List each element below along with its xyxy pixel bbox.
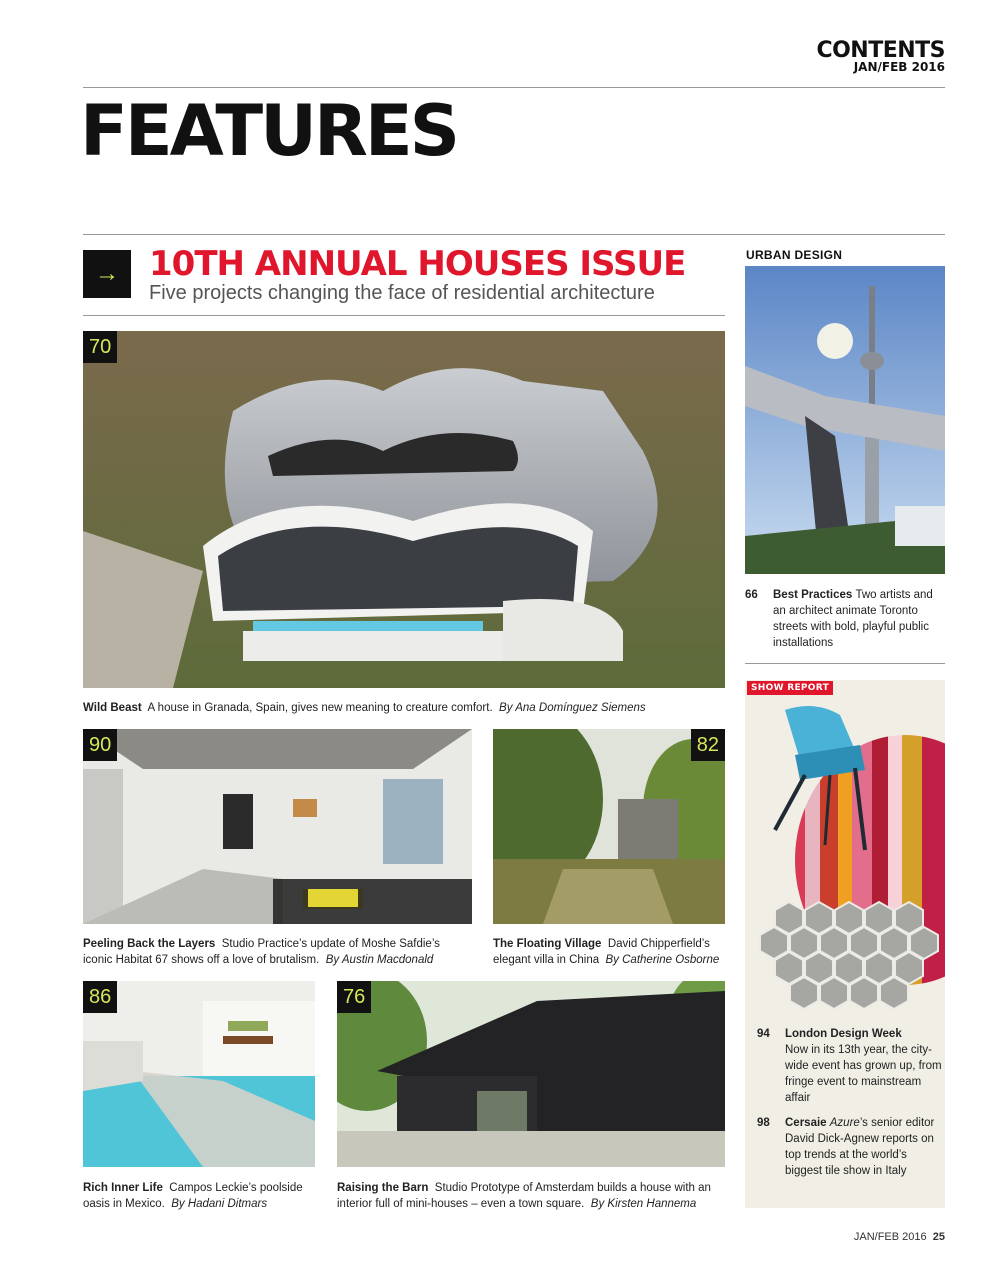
story-byline: By Catherine Osborne: [605, 954, 720, 966]
raising-the-barn-photo[interactable]: [337, 981, 725, 1167]
divider: [83, 315, 725, 316]
toc-page-number: 98: [757, 1117, 770, 1129]
toc-text: Two artists and an architect animate Toronto streets with bold, playful public installations: [773, 589, 933, 649]
divider: [83, 234, 945, 235]
story-text: David Chipperfield’s elegant villa in China: [493, 938, 710, 966]
story-title[interactable]: Rich Inner Life: [83, 1182, 163, 1194]
issue-title: 10TH ANNUAL HOUSES ISSUE: [149, 244, 686, 284]
toc-page-number: 66: [745, 589, 758, 601]
story-title[interactable]: The Floating Village: [493, 938, 602, 950]
story-byline: By Austin Macdonald: [325, 954, 434, 966]
toc-title: Cersaie: [785, 1117, 827, 1129]
story-byline: By Kirsten Hannema: [590, 1198, 697, 1210]
toc-text: ’s senior editor David Dick-Agnew reports on top trends at the world’s biggest tile show in Italy: [785, 1117, 935, 1177]
floating-village-photo[interactable]: [493, 729, 725, 924]
page-number-badge: 82: [691, 729, 725, 761]
story-caption: [83, 936, 472, 968]
toc-entry[interactable]: [757, 1026, 943, 1106]
story-text: A house in Granada, Spain, gives new meaning to creature comfort.: [147, 702, 493, 714]
issue-subtitle: Five projects changing the face of residential architecture: [149, 282, 655, 304]
page-number-badge: 90: [83, 729, 117, 761]
show-report-tag: SHOW REPORT: [747, 681, 833, 695]
page-number: 25: [932, 1231, 945, 1243]
toc-publication: Azure: [829, 1117, 860, 1129]
story-title[interactable]: Peeling Back the Layers: [83, 938, 216, 950]
story-caption: [493, 936, 733, 968]
show-report-panel: [745, 680, 945, 1208]
story-text: Studio Prototype of Amsterdam builds a house with an interior full of mini-houses – even a town square.: [337, 1182, 711, 1210]
page-number-badge: 86: [83, 981, 117, 1013]
divider: [83, 87, 945, 88]
divider: [745, 663, 945, 664]
story-text: Campos Leckie’s poolside oasis in Mexico.: [83, 1182, 303, 1210]
page-footer: [854, 1231, 945, 1243]
story-title[interactable]: Raising the Barn: [337, 1182, 429, 1194]
wild-beast-photo[interactable]: [83, 331, 725, 688]
story-text: Studio Practice’s update of Moshe Safdie’s iconic Habitat 67 shows off a love of brutalism.: [83, 938, 440, 966]
toc-entry[interactable]: [757, 1115, 943, 1179]
peeling-back-photo[interactable]: [83, 729, 472, 924]
story-title[interactable]: Wild Beast: [83, 702, 142, 714]
arrow-right-icon: →: [83, 250, 131, 298]
contents-heading: CONTENTS: [816, 38, 945, 63]
story-caption: [83, 1180, 318, 1212]
page-number-badge: 70: [83, 331, 117, 363]
section-title: FEATURES: [80, 90, 458, 172]
story-byline: By Ana Domínguez Siemens: [499, 702, 646, 714]
toc-title: Best Practices: [773, 589, 853, 601]
toc-title: London Design Week: [785, 1028, 902, 1040]
category-label: URBAN DESIGN: [746, 248, 843, 262]
story-byline: By Hadani Ditmars: [171, 1198, 268, 1210]
urban-design-photo[interactable]: [745, 266, 945, 574]
story-caption: [83, 700, 725, 716]
rich-inner-life-photo[interactable]: [83, 981, 315, 1167]
page-number-badge: 76: [337, 981, 371, 1013]
toc-entry[interactable]: [745, 587, 945, 651]
toc-text: Now in its 13th year, the city-wide event has grown up, from fringe event to mainstream affair: [785, 1044, 942, 1104]
story-caption: [337, 1180, 729, 1212]
footer-date: JAN/FEB 2016: [853, 1231, 927, 1243]
issue-date: JAN/FEB 2016: [853, 60, 945, 74]
toc-page-number: 94: [757, 1028, 770, 1040]
